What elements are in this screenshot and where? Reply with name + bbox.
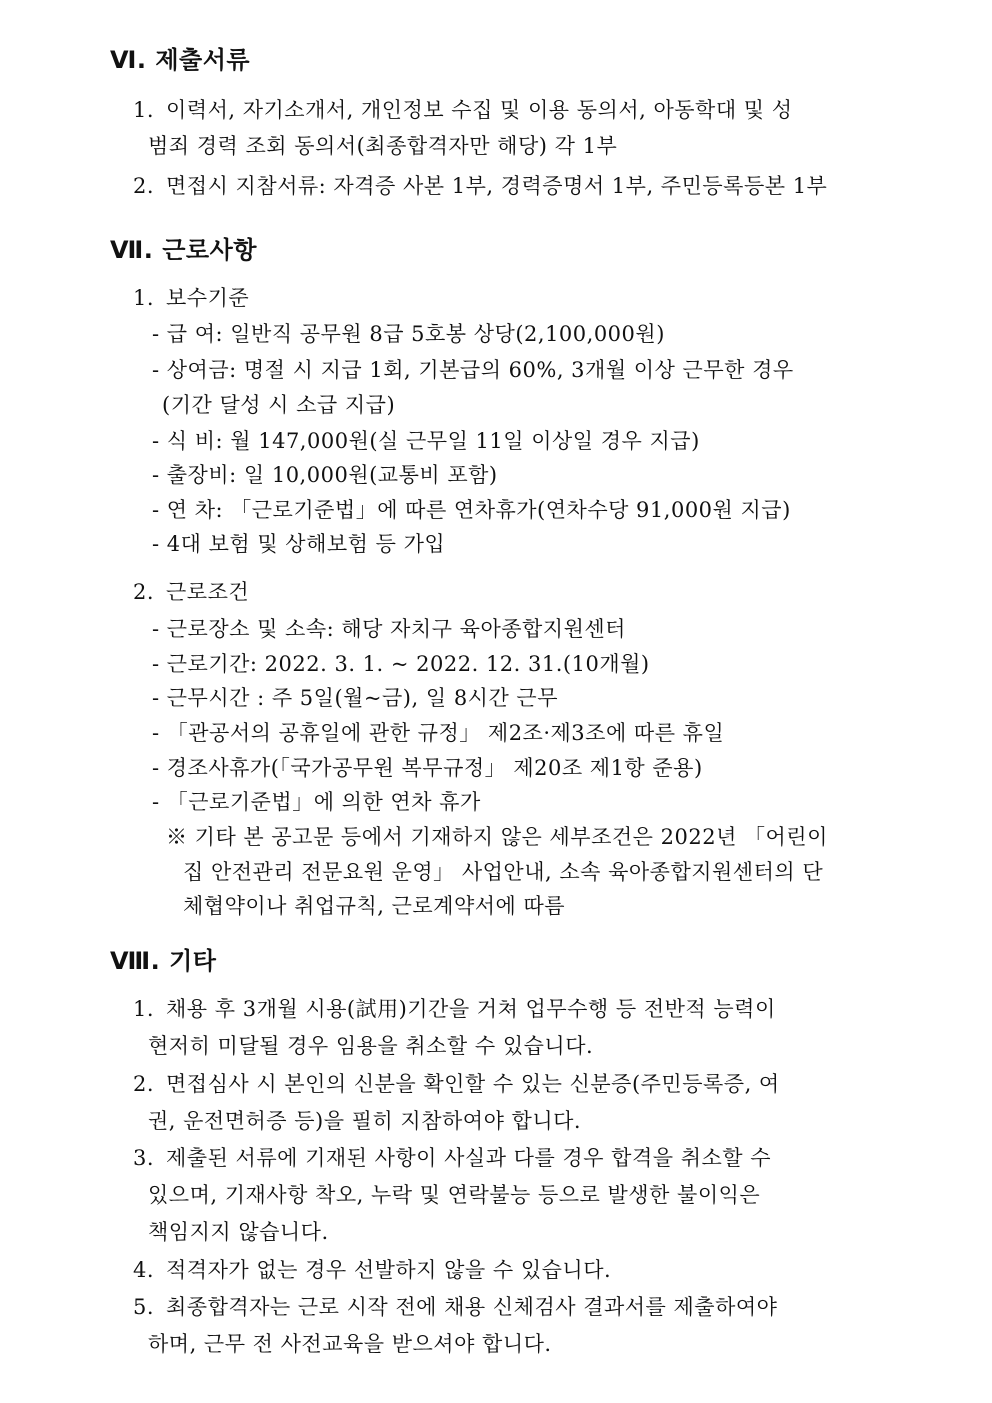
bullet-item: - 경조사휴가(「국가공무원 복무규정」 제20조 제1항 준용): [152, 756, 703, 780]
list-item-text: 면접시 지참서류: 자격증 사본 1부, 경력증명서 1부, 주민등록등본 1부: [166, 174, 828, 198]
list-item-marker: 4.: [133, 1258, 155, 1282]
bullet-item: - 4대 보험 및 상해보험 등 가입: [152, 532, 446, 556]
list-item-text: 면접심사 시 본인의 신분을 확인할 수 있는 신분증(주민등록증, 여: [166, 1072, 780, 1096]
bullet-item: - 출장비: 일 10,000원(교통비 포함): [152, 463, 498, 487]
subsection-title: 근로조건: [166, 580, 250, 604]
section-heading-viii: [110, 945, 217, 977]
list-item-marker: 3.: [133, 1146, 155, 1170]
section-heading-vi: [110, 44, 250, 76]
note-text-continuation: 집 안전관리 전문요원 운영」 사업안내, 소속 육아종합지원센터의 단: [183, 860, 824, 884]
subsection-marker: 2.: [133, 580, 155, 604]
list-item-text: 현저히 미달될 경우 임용을 취소할 수 있습니다.: [148, 1034, 594, 1058]
list-item-marker: 5.: [133, 1295, 155, 1319]
bullet-item: - 근로기간: 2022. 3. 1. ~ 2022. 12. 31.(10개월): [152, 652, 650, 676]
bullet-item: - 상여금: 명절 시 지급 1회, 기본급의 60%, 3개월 이상 근무한 경우: [152, 358, 794, 382]
section-heading-vii: [110, 234, 257, 266]
bullet-item: - 근무시간 : 주 5일(월~금), 일 8시간 근무: [152, 686, 558, 710]
list-item-text: 권, 운전면허증 등)을 필히 지참하여야 합니다.: [148, 1109, 582, 1133]
list-item-text: 제출된 서류에 기재된 사항이 사실과 다를 경우 합격을 취소할 수: [166, 1146, 772, 1170]
list-item-text: 적격자가 없는 경우 선발하지 않을 수 있습니다.: [166, 1258, 612, 1282]
list-item-text: 하며, 근무 전 사전교육을 받으셔야 합니다.: [148, 1332, 552, 1356]
list-item-text: 책임지지 않습니다.: [148, 1220, 329, 1244]
section-number: Ⅵ.: [110, 46, 147, 74]
section-title: 제출서류: [155, 46, 251, 74]
list-item-text: 최종합격자는 근로 시작 전에 채용 신체검사 결과서를 제출하여야: [166, 1295, 778, 1319]
bullet-item: - 근로장소 및 소속: 해당 자치구 육아종합지원센터: [152, 617, 626, 641]
list-item-text: 범죄 경력 조회 동의서(최종합격자만 해당) 각 1부: [148, 134, 618, 158]
list-item-marker: 2.: [133, 174, 155, 198]
bullet-item: - 급 여: 일반직 공무원 8급 5호봉 상당(2,100,000원): [152, 322, 665, 346]
bullet-item-continuation: (기간 달성 시 소급 지급): [162, 393, 396, 417]
list-item-text: 있으며, 기재사항 착오, 누락 및 연락불능 등으로 발생한 불이익은: [148, 1183, 761, 1207]
list-item-marker: 1.: [133, 997, 155, 1021]
list-item-text: 채용 후 3개월 시용(試用)기간을 거쳐 업무수행 등 전반적 능력이: [166, 997, 776, 1021]
bullet-item: - 「근로기준법」에 의한 연차 휴가: [152, 790, 481, 814]
section-number: Ⅷ.: [110, 947, 161, 975]
bullet-item: - 식 비: 월 147,000원(실 근무일 11일 이상일 경우 지급): [152, 429, 700, 453]
list-item-text: 이력서, 자기소개서, 개인정보 수집 및 이용 동의서, 아동학대 및 성: [166, 98, 793, 122]
note-text-continuation: 체협약이나 취업규칙, 근로계약서에 따름: [183, 894, 566, 918]
bullet-item: - 연 차: 「근로기준법」에 따른 연차휴가(연차수당 91,000원 지급): [152, 498, 791, 522]
section-number: Ⅶ.: [110, 236, 154, 264]
list-item-marker: 1.: [133, 98, 155, 122]
note-text: ※ 기타 본 공고문 등에서 기재하지 않은 세부조건은 2022년 「어린이: [166, 825, 828, 849]
list-item-marker: 2.: [133, 1072, 155, 1096]
section-title: 근로사항: [162, 236, 257, 264]
section-title: 기타: [169, 947, 217, 975]
subsection-marker: 1.: [133, 286, 155, 310]
bullet-item: - 「관공서의 공휴일에 관한 규정」 제2조·제3조에 따른 휴일: [152, 721, 725, 745]
subsection-title: 보수기준: [166, 286, 250, 310]
